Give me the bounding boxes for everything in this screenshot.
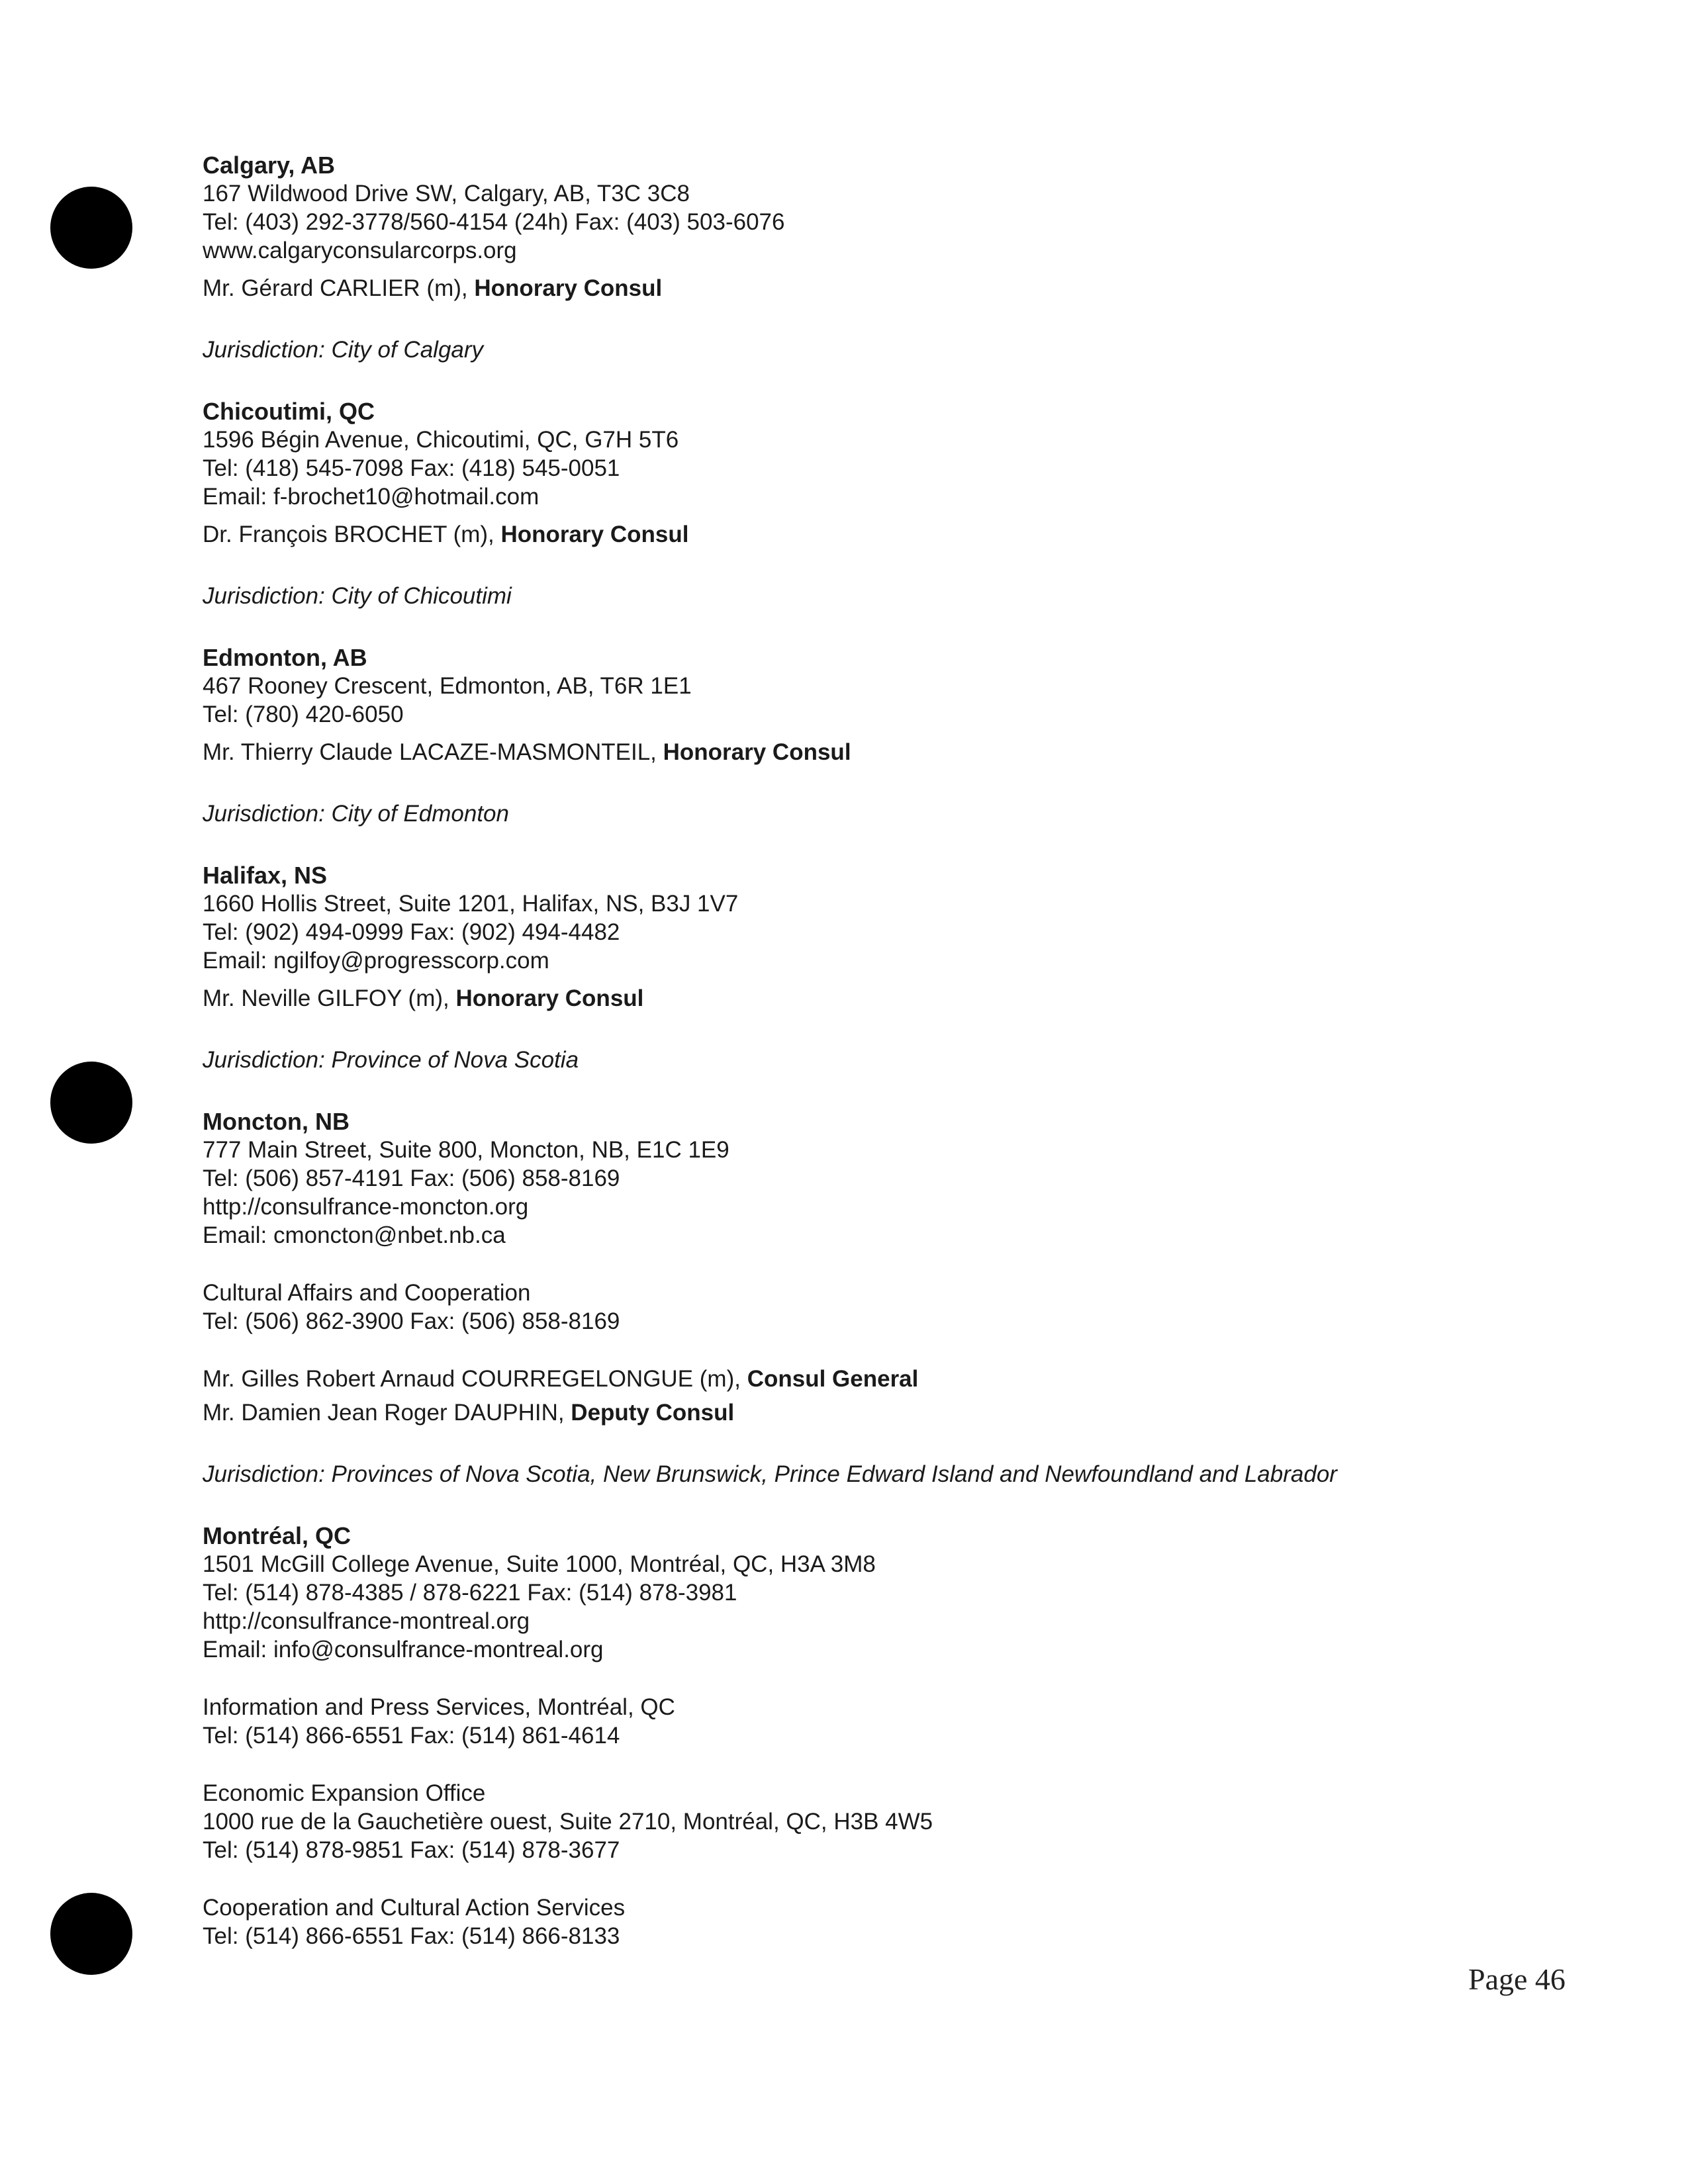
section-name: Information and Press Services, Montréal, QC xyxy=(203,1694,675,1720)
address-line: 1501 McGill College Avenue, Suite 1000, Montréal, QC, H3A 3M8 xyxy=(203,1551,876,1577)
section-name: Cultural Affairs and Cooperation xyxy=(203,1280,531,1306)
officer-title: Deputy Consul xyxy=(571,1400,735,1426)
officer-name: Mr. Damien Jean Roger DAUPHIN, xyxy=(203,1400,571,1426)
entry-halifax xyxy=(203,861,1526,1074)
phone-line: Tel: (780) 420-6050 xyxy=(203,702,404,727)
office-section xyxy=(203,1779,1526,1864)
phone-line: Tel: (514) 878-4385 / 878-6221 Fax: (514) 878-3981 xyxy=(203,1580,737,1606)
address-line: 467 Rooney Crescent, Edmonton, AB, T6R 1E1 xyxy=(203,673,692,699)
city-heading: Moncton, NB xyxy=(203,1108,350,1135)
punch-hole xyxy=(50,187,132,269)
entry-edmonton xyxy=(203,643,1526,828)
phone-line: Tel: (514) 866-6551 Fax: (514) 866-8133 xyxy=(203,1923,620,1949)
consulate-directory xyxy=(203,151,1526,1950)
punch-hole xyxy=(50,1062,132,1144)
city-heading: Calgary, AB xyxy=(203,152,336,179)
email-line: Email: f-brochet10@hotmail.com xyxy=(203,484,539,510)
section-name: Cooperation and Cultural Action Services xyxy=(203,1895,626,1921)
officer-name: Dr. François BROCHET (m), xyxy=(203,522,501,547)
city-heading: Edmonton, AB xyxy=(203,644,367,671)
officer xyxy=(203,738,1526,766)
jurisdiction: Jurisdiction: City of Calgary xyxy=(203,337,484,363)
officer-name: Mr. Gilles Robert Arnaud COURREGELONGUE (m), xyxy=(203,1366,747,1392)
officer xyxy=(203,520,1526,549)
entry-chicoutimi xyxy=(203,397,1526,610)
phone-line: Tel: (403) 292-3778/560-4154 (24h) Fax: (403) 503-6076 xyxy=(203,209,785,235)
phone-line: Tel: (902) 494-0999 Fax: (902) 494-4482 xyxy=(203,919,620,945)
officer-title: Honorary Consul xyxy=(663,739,851,765)
office-section xyxy=(203,1893,1526,1950)
officer-title: Consul General xyxy=(747,1366,919,1392)
email-line: Email: ngilfoy@progresscorp.com xyxy=(203,948,549,974)
phone-line: Tel: (514) 878-9851 Fax: (514) 878-3677 xyxy=(203,1837,620,1863)
officers-list xyxy=(203,1365,1526,1427)
office-section xyxy=(203,1279,1526,1336)
city-heading: Chicoutimi, QC xyxy=(203,398,375,425)
page-number: Page 46 xyxy=(1468,1962,1566,1996)
address-line: 777 Main Street, Suite 800, Moncton, NB, E1C 1E9 xyxy=(203,1137,729,1163)
officer-title: Honorary Consul xyxy=(500,522,689,547)
officer-name: Mr. Neville GILFOY (m), xyxy=(203,985,456,1011)
website-line: http://consulfrance-montreal.org xyxy=(203,1608,530,1634)
entry-montreal xyxy=(203,1522,1526,1950)
jurisdiction: Jurisdiction: Provinces of Nova Scotia, New Brunswick, Prince Edward Island and Newfoundland and Labrador xyxy=(203,1461,1337,1487)
phone-line: Tel: (506) 857-4191 Fax: (506) 858-8169 xyxy=(203,1165,620,1191)
phone-line: Tel: (506) 862-3900 Fax: (506) 858-8169 xyxy=(203,1308,620,1334)
section-name: Economic Expansion Office xyxy=(203,1780,486,1806)
city-heading: Halifax, NS xyxy=(203,862,328,889)
address-line: 167 Wildwood Drive SW, Calgary, AB, T3C 3C8 xyxy=(203,181,690,206)
officer xyxy=(203,274,1526,302)
address-line: 1660 Hollis Street, Suite 1201, Halifax, NS, B3J 1V7 xyxy=(203,891,739,917)
email-line: Email: cmoncton@nbet.nb.ca xyxy=(203,1222,506,1248)
address-line: 1000 rue de la Gauchetière ouest, Suite 2710, Montréal, QC, H3B 4W5 xyxy=(203,1809,933,1835)
officer-name: Mr. Thierry Claude LACAZE-MASMONTEIL, xyxy=(203,739,663,765)
punch-hole xyxy=(50,1893,132,1975)
phone-line: Tel: (418) 545-7098 Fax: (418) 545-0051 xyxy=(203,455,620,481)
entry-moncton xyxy=(203,1107,1526,1488)
jurisdiction: Jurisdiction: Province of Nova Scotia xyxy=(203,1047,579,1073)
email-line: Email: info@consulfrance-montreal.org xyxy=(203,1637,604,1662)
officer-name: Mr. Gérard CARLIER (m), xyxy=(203,275,475,301)
officer xyxy=(203,984,1526,1013)
website-line: http://consulfrance-moncton.org xyxy=(203,1194,529,1220)
officer-title: Honorary Consul xyxy=(455,985,644,1011)
officer-title: Honorary Consul xyxy=(474,275,663,301)
jurisdiction: Jurisdiction: City of Edmonton xyxy=(203,801,509,827)
office-section xyxy=(203,1693,1526,1750)
officer xyxy=(203,1398,1526,1427)
officer xyxy=(203,1365,1526,1393)
address-line: 1596 Bégin Avenue, Chicoutimi, QC, G7H 5T6 xyxy=(203,427,679,453)
entry-calgary xyxy=(203,151,1526,364)
jurisdiction: Jurisdiction: City of Chicoutimi xyxy=(203,583,512,609)
phone-line: Tel: (514) 866-6551 Fax: (514) 861-4614 xyxy=(203,1723,620,1749)
website-line: www.calgaryconsularcorps.org xyxy=(203,238,517,263)
city-heading: Montréal, QC xyxy=(203,1522,352,1549)
